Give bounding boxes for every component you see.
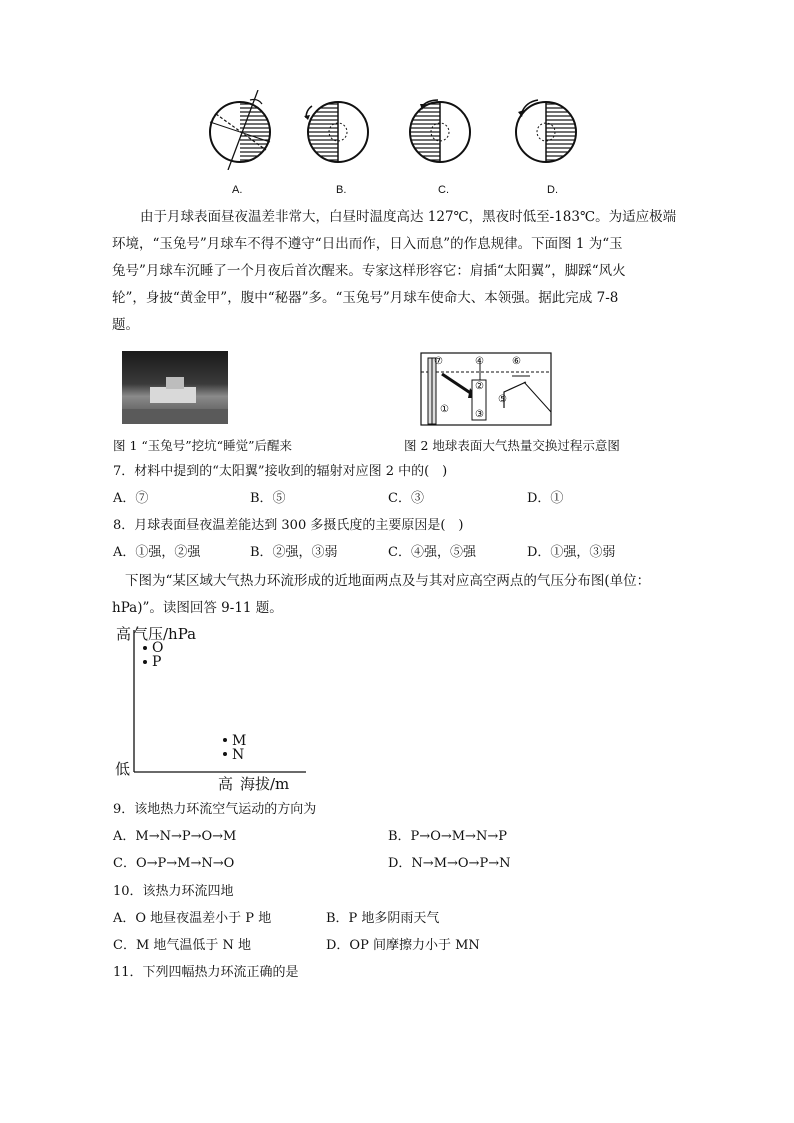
question-stem: 7．材料中提到的“太阳翼”接收到的辐射对应图 2 中的( ): [113, 464, 448, 479]
y-axis-low: 低: [115, 760, 131, 778]
globe-d: [516, 100, 578, 164]
point-m-label: M: [232, 733, 247, 749]
option-c[interactable]: C．M 地气温低于 N 地: [113, 938, 252, 953]
option-a[interactable]: A．M→N→P→O→M: [113, 829, 237, 844]
label-7: ⑦: [434, 356, 443, 367]
option-b[interactable]: B．P 地多阴雨天气: [326, 911, 440, 926]
globe-a: [210, 90, 272, 170]
point-n-label: N: [232, 747, 245, 763]
y-axis-high: 高: [116, 625, 132, 643]
paragraph-line: 轮”，身披“黄金甲”，腹中“秘器”多。“玉兔号”月球车使命大、本领强。据此完成 7-8: [112, 290, 619, 306]
question-stem: 10．该热力环流四地: [113, 884, 234, 899]
point-o-label: O: [152, 640, 164, 656]
question-stem: 9．该地热力环流空气运动的方向为: [113, 802, 317, 817]
point-o: [143, 646, 147, 650]
option-d[interactable]: D．OP 间摩擦力小于 MN: [326, 938, 480, 953]
intro-line: hPa)”。读图回答 9-11 题。: [112, 600, 283, 616]
intro-line: 下图为“某区域大气热力环流形成的近地面两点及与其对应高空两点的气压分布图(单位：: [125, 573, 651, 589]
option-c[interactable]: C．④强，⑤强: [388, 545, 476, 560]
label-5: ⑤: [498, 394, 507, 405]
point-m: [223, 738, 227, 742]
option-c[interactable]: C．③: [388, 491, 424, 506]
yutu-rover-photo: [122, 351, 228, 424]
option-a[interactable]: A．O 地昼夜温差小于 P 地: [113, 911, 272, 926]
option-d[interactable]: D．①强，③弱: [527, 545, 616, 560]
globe-b: [304, 100, 368, 164]
point-p-label: P: [152, 654, 162, 670]
option-d[interactable]: D．N→M→O→P→N: [388, 856, 511, 871]
pressure-axes: [110, 622, 310, 794]
globe-option-c: C.: [438, 184, 449, 196]
globe-figure-row: [200, 90, 600, 170]
x-axis-high: 高: [218, 775, 234, 793]
question-stem: 8．月球表面昼夜温差能达到 300 多摄氏度的主要原因是( ): [113, 518, 464, 533]
y-axis-label: 气压/hPa: [133, 625, 197, 643]
globe-option-d: D.: [547, 184, 558, 196]
question-11: 11．下列四幅热力环流正确的是: [113, 965, 299, 980]
label-3: ③: [475, 409, 484, 420]
paragraph-line: 由于月球表面昼夜温差非常大，白昼时温度高达 127℃，黑夜时低至-183℃。为适应极端: [140, 209, 677, 225]
figure1-caption: 图 1 “玉兔号”挖坑“睡觉”后醒来: [113, 438, 292, 453]
option-b[interactable]: B．P→O→M→N→P: [388, 829, 507, 844]
point-n: [223, 752, 227, 756]
label-2: ②: [475, 381, 484, 392]
label-1: ①: [440, 404, 449, 415]
paragraph-line: 兔号”月球车沉睡了一个月夜后首次醒来。专家这样形容它：肩插“太阳翼”，脚踩“风火: [112, 263, 626, 279]
label-6: ⑥: [512, 356, 521, 367]
option-a[interactable]: A．①强，②强: [113, 545, 201, 560]
globe-option-a: A.: [232, 184, 243, 196]
paragraph-line: 题。: [112, 317, 139, 333]
option-c[interactable]: C．O→P→M→N→O: [113, 856, 235, 871]
globe-option-b: B.: [336, 184, 347, 196]
option-d[interactable]: D．①: [527, 491, 564, 506]
point-p: [143, 660, 147, 664]
paragraph-line: 环境，“玉兔号”月球车不得不遵守“日出而作，日入而息”的作息规律。下面图 1 为“玉: [112, 236, 623, 252]
option-b[interactable]: B．②强，③弱: [250, 545, 338, 560]
option-a[interactable]: A．⑦: [113, 491, 149, 506]
heat-exchange-diagram: [420, 352, 552, 426]
option-b[interactable]: B．⑤: [250, 491, 286, 506]
label-4: ④: [475, 356, 484, 367]
globe-c: [408, 100, 470, 164]
figure2-caption: 图 2 地球表面大气热量交换过程示意图: [404, 438, 620, 453]
x-axis-label: 海拔/m: [240, 775, 290, 793]
